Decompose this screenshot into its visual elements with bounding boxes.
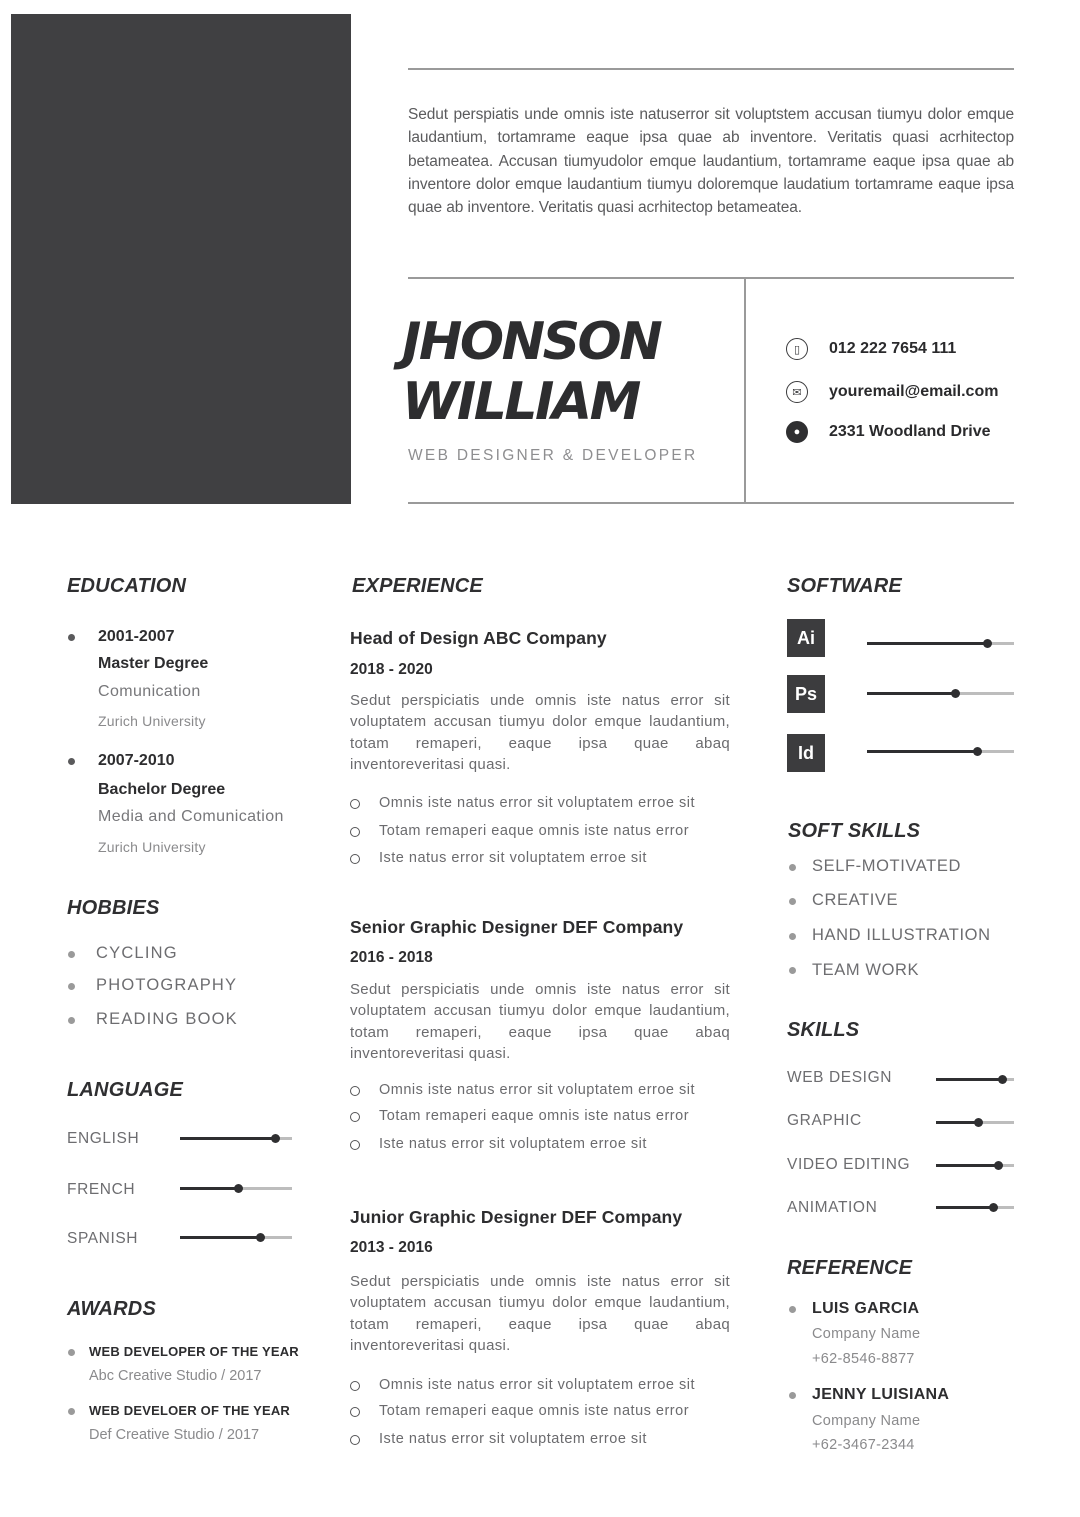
language-heading: LANGUAGE <box>67 1079 184 1101</box>
job-description: Sedut perspiciatis unde omnis iste natus error sit voluptatem accusan tiumyu dolor emque laudantium, totam remaperi, eaque ipsa quae abaq inventoreveritasi quasi. <box>350 692 730 773</box>
level-fill <box>936 1121 979 1124</box>
language-level-bar <box>180 1187 292 1190</box>
point-circle <box>350 1112 360 1122</box>
level-knob <box>994 1161 1003 1170</box>
education-school: Zurich University <box>98 713 206 729</box>
education-years: 2007-2010 <box>98 752 175 769</box>
skill-level-bar <box>936 1078 1014 1081</box>
level-fill <box>180 1236 261 1239</box>
soft-skills-heading: SOFT SKILLS <box>788 820 921 842</box>
level-knob <box>271 1134 280 1143</box>
reference-company: Company Name <box>812 1413 921 1429</box>
soft-skill-item: CREATIVE <box>812 891 899 909</box>
soft-skill-bullet <box>789 967 796 974</box>
job-point: Totam remaperi eaque omnis iste natus error <box>379 823 690 839</box>
awards-heading: AWARDS <box>67 1298 156 1320</box>
language-name: ENGLISH <box>67 1130 140 1147</box>
job-point: Totam remaperi eaque omnis iste natus error <box>379 1108 690 1124</box>
award-subtitle: Abc Creative Studio / 2017 <box>89 1368 262 1384</box>
education-field: Comunication <box>98 683 201 700</box>
name-vertical-divider <box>744 277 746 503</box>
phone-icon: ▯ <box>786 338 808 360</box>
hobbies-heading: HOBBIES <box>67 897 160 919</box>
point-circle <box>350 854 360 864</box>
hobby-item: CYCLING <box>96 944 178 962</box>
skills-heading: SKILLS <box>787 1019 860 1041</box>
reference-bullet <box>789 1392 796 1399</box>
software-level-bar <box>867 750 1014 753</box>
reference-name: LUIS GARCIA <box>812 1300 920 1317</box>
level-fill <box>867 642 988 645</box>
software-level-bar <box>867 642 1014 645</box>
profile-photo-placeholder <box>11 14 351 504</box>
hobby-bullet <box>68 1017 75 1024</box>
level-knob <box>998 1075 1007 1084</box>
language-name: SPANISH <box>67 1230 139 1247</box>
skill-level-bar <box>936 1206 1014 1209</box>
language-level-bar <box>180 1236 292 1239</box>
phone-text: 012 222 7654 111 <box>829 340 957 357</box>
job-point: Omnis iste natus error sit voluptatem erroe sit <box>379 1082 696 1098</box>
reference-name: JENNY LUISIANA <box>812 1386 950 1403</box>
level-knob <box>973 747 982 756</box>
job-dates: 2018 - 2020 <box>350 661 433 678</box>
education-degree: Master Degree <box>98 655 209 672</box>
job-point: Iste natus error sit voluptatem erroe sit <box>379 1136 647 1152</box>
experience-heading: EXPERIENCE <box>352 575 483 597</box>
job-title: Junior Graphic Designer DEF Company <box>350 1207 683 1227</box>
level-fill <box>180 1137 275 1140</box>
reference-company: Company Name <box>812 1326 921 1342</box>
education-bullet <box>68 634 75 641</box>
last-name: WILLIAM <box>402 372 639 432</box>
point-circle <box>350 1140 360 1150</box>
language-name: FRENCH <box>67 1181 136 1198</box>
contact-phone <box>786 337 1026 361</box>
point-circle <box>350 827 360 837</box>
level-knob <box>989 1203 998 1212</box>
job-point: Iste natus error sit voluptatem erroe sit <box>379 850 647 866</box>
level-knob <box>983 639 992 648</box>
reference-heading: REFERENCE <box>787 1257 913 1279</box>
hobby-bullet <box>68 951 75 958</box>
level-knob <box>951 689 960 698</box>
level-fill <box>936 1078 1002 1081</box>
award-subtitle: Def Creative Studio / 2017 <box>89 1427 260 1443</box>
education-bullet <box>68 758 75 765</box>
reference-phone: +62-3467-2344 <box>812 1437 915 1453</box>
skill-name: ANIMATION <box>787 1199 878 1216</box>
job-title: Head of Design ABC Company <box>350 628 607 648</box>
level-fill <box>936 1206 994 1209</box>
education-heading: EDUCATION <box>67 575 187 597</box>
education-school: Zurich University <box>98 839 206 855</box>
software-heading: SOFTWARE <box>787 575 902 597</box>
education-years: 2001-2007 <box>98 628 175 645</box>
job-dates: 2016 - 2018 <box>350 949 433 966</box>
job-title: WEB DESIGNER & DEVELOPER <box>408 447 698 464</box>
point-circle <box>350 799 360 809</box>
photoshop-icon: Ps <box>787 675 825 713</box>
soft-skill-bullet <box>789 864 796 871</box>
award-title: WEB DEVELOER OF THE YEAR <box>89 1403 291 1418</box>
language-level-bar <box>180 1137 292 1140</box>
level-knob <box>256 1233 265 1242</box>
soft-skill-item: HAND ILLUSTRATION <box>812 926 991 944</box>
location-pin-icon: ● <box>786 421 808 443</box>
level-knob <box>234 1184 243 1193</box>
level-fill <box>936 1164 998 1167</box>
job-description: Sedut perspiciatis unde omnis iste natus error sit voluptatem accusan tiumyu dolor emque laudantium, totam remaperi, eaque ipsa quae abaq inventoreveritasi quasi. <box>350 1273 730 1354</box>
point-circle <box>350 1381 360 1391</box>
skill-name: GRAPHIC <box>787 1112 862 1129</box>
hobby-item: READING BOOK <box>96 1010 238 1028</box>
email-text: youremail@email.com <box>829 383 999 400</box>
job-title: Senior Graphic Designer DEF Company <box>350 917 684 937</box>
first-name: JHONSON <box>402 312 661 372</box>
name-top-divider <box>408 277 1014 279</box>
soft-skill-bullet <box>789 933 796 940</box>
point-circle <box>350 1435 360 1445</box>
job-point: Omnis iste natus error sit voluptatem erroe sit <box>379 1377 696 1393</box>
award-bullet <box>68 1349 75 1356</box>
award-bullet <box>68 1408 75 1415</box>
skill-level-bar <box>936 1164 1014 1167</box>
contact-email <box>786 380 1026 404</box>
envelope-icon: ✉ <box>786 381 808 403</box>
about-text: Sedut perspiatis unde omnis iste natuserror sit voluptstem accusan tiumyu dolor emque laudantium, tortamrame eaque ipsa quae ab inventore. Veritatis quasi acrhitectop betameatea. Accusan tiumyudolor emque laudantium, tortamrame eaque ipsa quae ab inventore dolor emque laudantium tiumyu doloremque laudatium tortamrame eaque ipsa quae ab inventore. Veritatis quasi acrhitectop betameatea. <box>408 106 1014 217</box>
hobby-bullet <box>68 983 75 990</box>
level-knob <box>974 1118 983 1127</box>
point-circle <box>350 1086 360 1096</box>
education-degree: Bachelor Degree <box>98 781 226 798</box>
software-level-bar <box>867 692 1014 695</box>
education-field: Media and Comunication <box>98 808 284 825</box>
soft-skill-item: SELF-MOTIVATED <box>812 857 961 875</box>
award-title: WEB DEVELOPER OF THE YEAR <box>89 1344 299 1359</box>
level-fill <box>867 692 955 695</box>
job-description: Sedut perspiciatis unde omnis iste natus error sit voluptatem accusan tiumyu dolor emque laudantium, totam remaperi, eaque ipsa quae abaq inventoreveritasi quasi. <box>350 981 730 1062</box>
job-point: Omnis iste natus error sit voluptatem erroe sit <box>379 795 696 811</box>
job-point: Iste natus error sit voluptatem erroe sit <box>379 1431 647 1447</box>
level-fill <box>180 1187 238 1190</box>
illustrator-icon: Ai <box>787 619 825 657</box>
indesign-icon: Id <box>787 734 825 772</box>
address-text: 2331 Woodland Drive <box>829 423 991 440</box>
job-dates: 2013 - 2016 <box>350 1239 433 1256</box>
skill-level-bar <box>936 1121 1014 1124</box>
soft-skill-item: TEAM WORK <box>812 961 920 979</box>
name-bottom-divider <box>408 502 1014 504</box>
hobby-item: PHOTOGRAPHY <box>96 976 238 994</box>
full-name <box>402 312 742 432</box>
reference-bullet <box>789 1306 796 1313</box>
contact-address <box>786 420 1026 444</box>
reference-phone: +62-8546-8877 <box>812 1351 915 1367</box>
skill-name: VIDEO EDITING <box>787 1156 911 1173</box>
soft-skill-bullet <box>789 898 796 905</box>
point-circle <box>350 1407 360 1417</box>
job-point: Totam remaperi eaque omnis iste natus error <box>379 1403 690 1419</box>
level-fill <box>867 750 977 753</box>
skill-name: WEB DESIGN <box>787 1069 893 1086</box>
top-divider <box>408 68 1014 70</box>
